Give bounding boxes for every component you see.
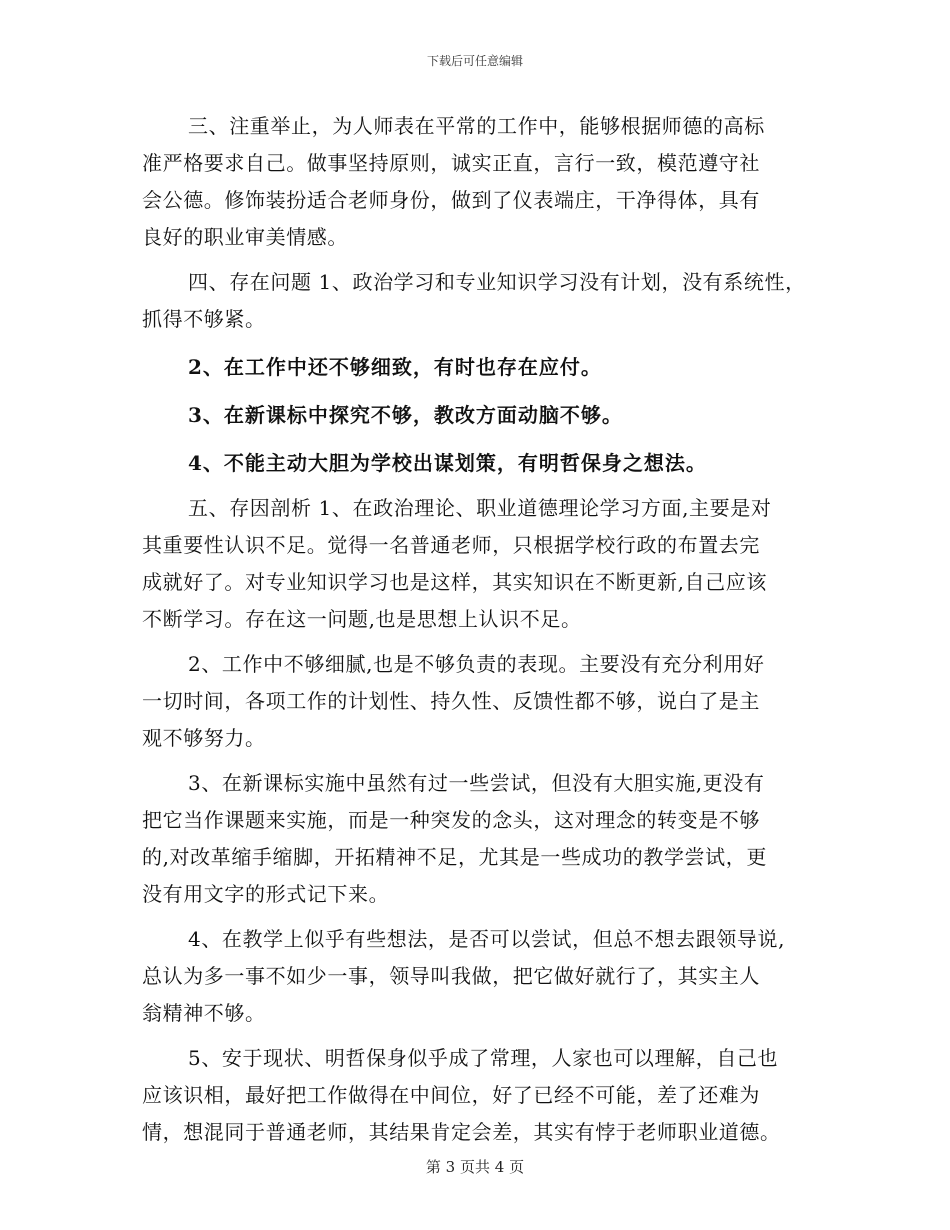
- paragraph-3-line-2: 准严格要求自己。做事坚持原则，诚实正直，言行一致，模范遵守社: [142, 151, 760, 175]
- paragraph-5-line-1: 五、存因剖析 1、在政治理论、职业道德理论学习方面,主要是对: [188, 496, 772, 520]
- analysis-5-line-3: 情，想混同于普通老师，其结果肯定会差，其实有悖于老师职业道德。: [142, 1120, 781, 1144]
- analysis-2-line-2: 一切时间，各项工作的计划性、持久性、反馈性都不够，说白了是主: [142, 689, 760, 713]
- analysis-3-line-4: 没有用文字的形式记下来。: [142, 882, 390, 906]
- analysis-3-line-1: 3、在新课标实施中虽然有过一些尝试，但没有大胆实施,更没有: [188, 771, 765, 795]
- paragraph-3-line-4: 良好的职业审美情感。: [142, 225, 348, 249]
- paragraph-5-line-4: 不断学习。存在这一问题,也是思想上认识不足。: [142, 607, 582, 631]
- analysis-2-line-3: 观不够努力。: [142, 726, 266, 750]
- paragraph-3-line-3: 会公德。修饰装扮适合老师身份，做到了仪表端庄，干净得体，具有: [142, 188, 760, 212]
- analysis-2-line-1: 2、工作中不够细腻,也是不够负责的表现。主要没有充分利用好: [188, 652, 765, 676]
- problem-item-4: 4、不能主动大胆为学校出谋划策，有明哲保身之想法。: [188, 451, 707, 475]
- page-number-footer: 第 3 页共 4 页: [425, 1158, 525, 1176]
- problem-item-3: 3、在新课标中探究不够，教改方面动脑不够。: [188, 403, 623, 427]
- analysis-4-line-2: 总认为多一事不如少一事，领导叫我做，把它做好就行了，其实主人: [142, 964, 760, 988]
- analysis-4-line-1: 4、在教学上似乎有些想法，是否可以尝试，但总不想去跟领导说,: [188, 927, 786, 951]
- analysis-4-line-3: 翁精神不够。: [142, 1001, 266, 1025]
- paragraph-4-line-2: 抓得不够紧。: [142, 307, 266, 331]
- document-body: [142, 108, 830, 1151]
- analysis-3-line-2: 把它当作课题来实施，而是一种突发的念头，这对理念的转变是不够: [142, 808, 760, 832]
- paragraph-5-line-3: 成就好了。对专业知识学习也是这样，其实知识在不断更新,自己应该: [142, 570, 767, 594]
- analysis-3-line-3: 的,对改革缩手缩脚，开拓精神不足，尤其是一些成功的教学尝试，更: [142, 845, 767, 869]
- paragraph-3-line-1: 三、注重举止，为人师表在平常的工作中，能够根据师德的高标: [188, 114, 765, 138]
- page-header: 下载后可任意编辑: [426, 54, 523, 68]
- analysis-5-line-1: 5、安于现状、明哲保身似乎成了常理，人家也可以理解，自己也: [188, 1046, 779, 1070]
- analysis-5-line-2: 应该识相，最好把工作做得在中间位，好了已经不可能，差了还难为: [142, 1083, 760, 1107]
- problem-item-2: 2、在工作中还不够细致，有时也存在应付。: [188, 355, 602, 379]
- paragraph-5-line-2: 其重要性认识不足。觉得一名普通老师，只根据学校行政的布置去完: [142, 533, 760, 557]
- paragraph-4-line-1: 四、存在问题 1、政治学习和专业知识学习没有计划，没有系统性，: [188, 270, 806, 294]
